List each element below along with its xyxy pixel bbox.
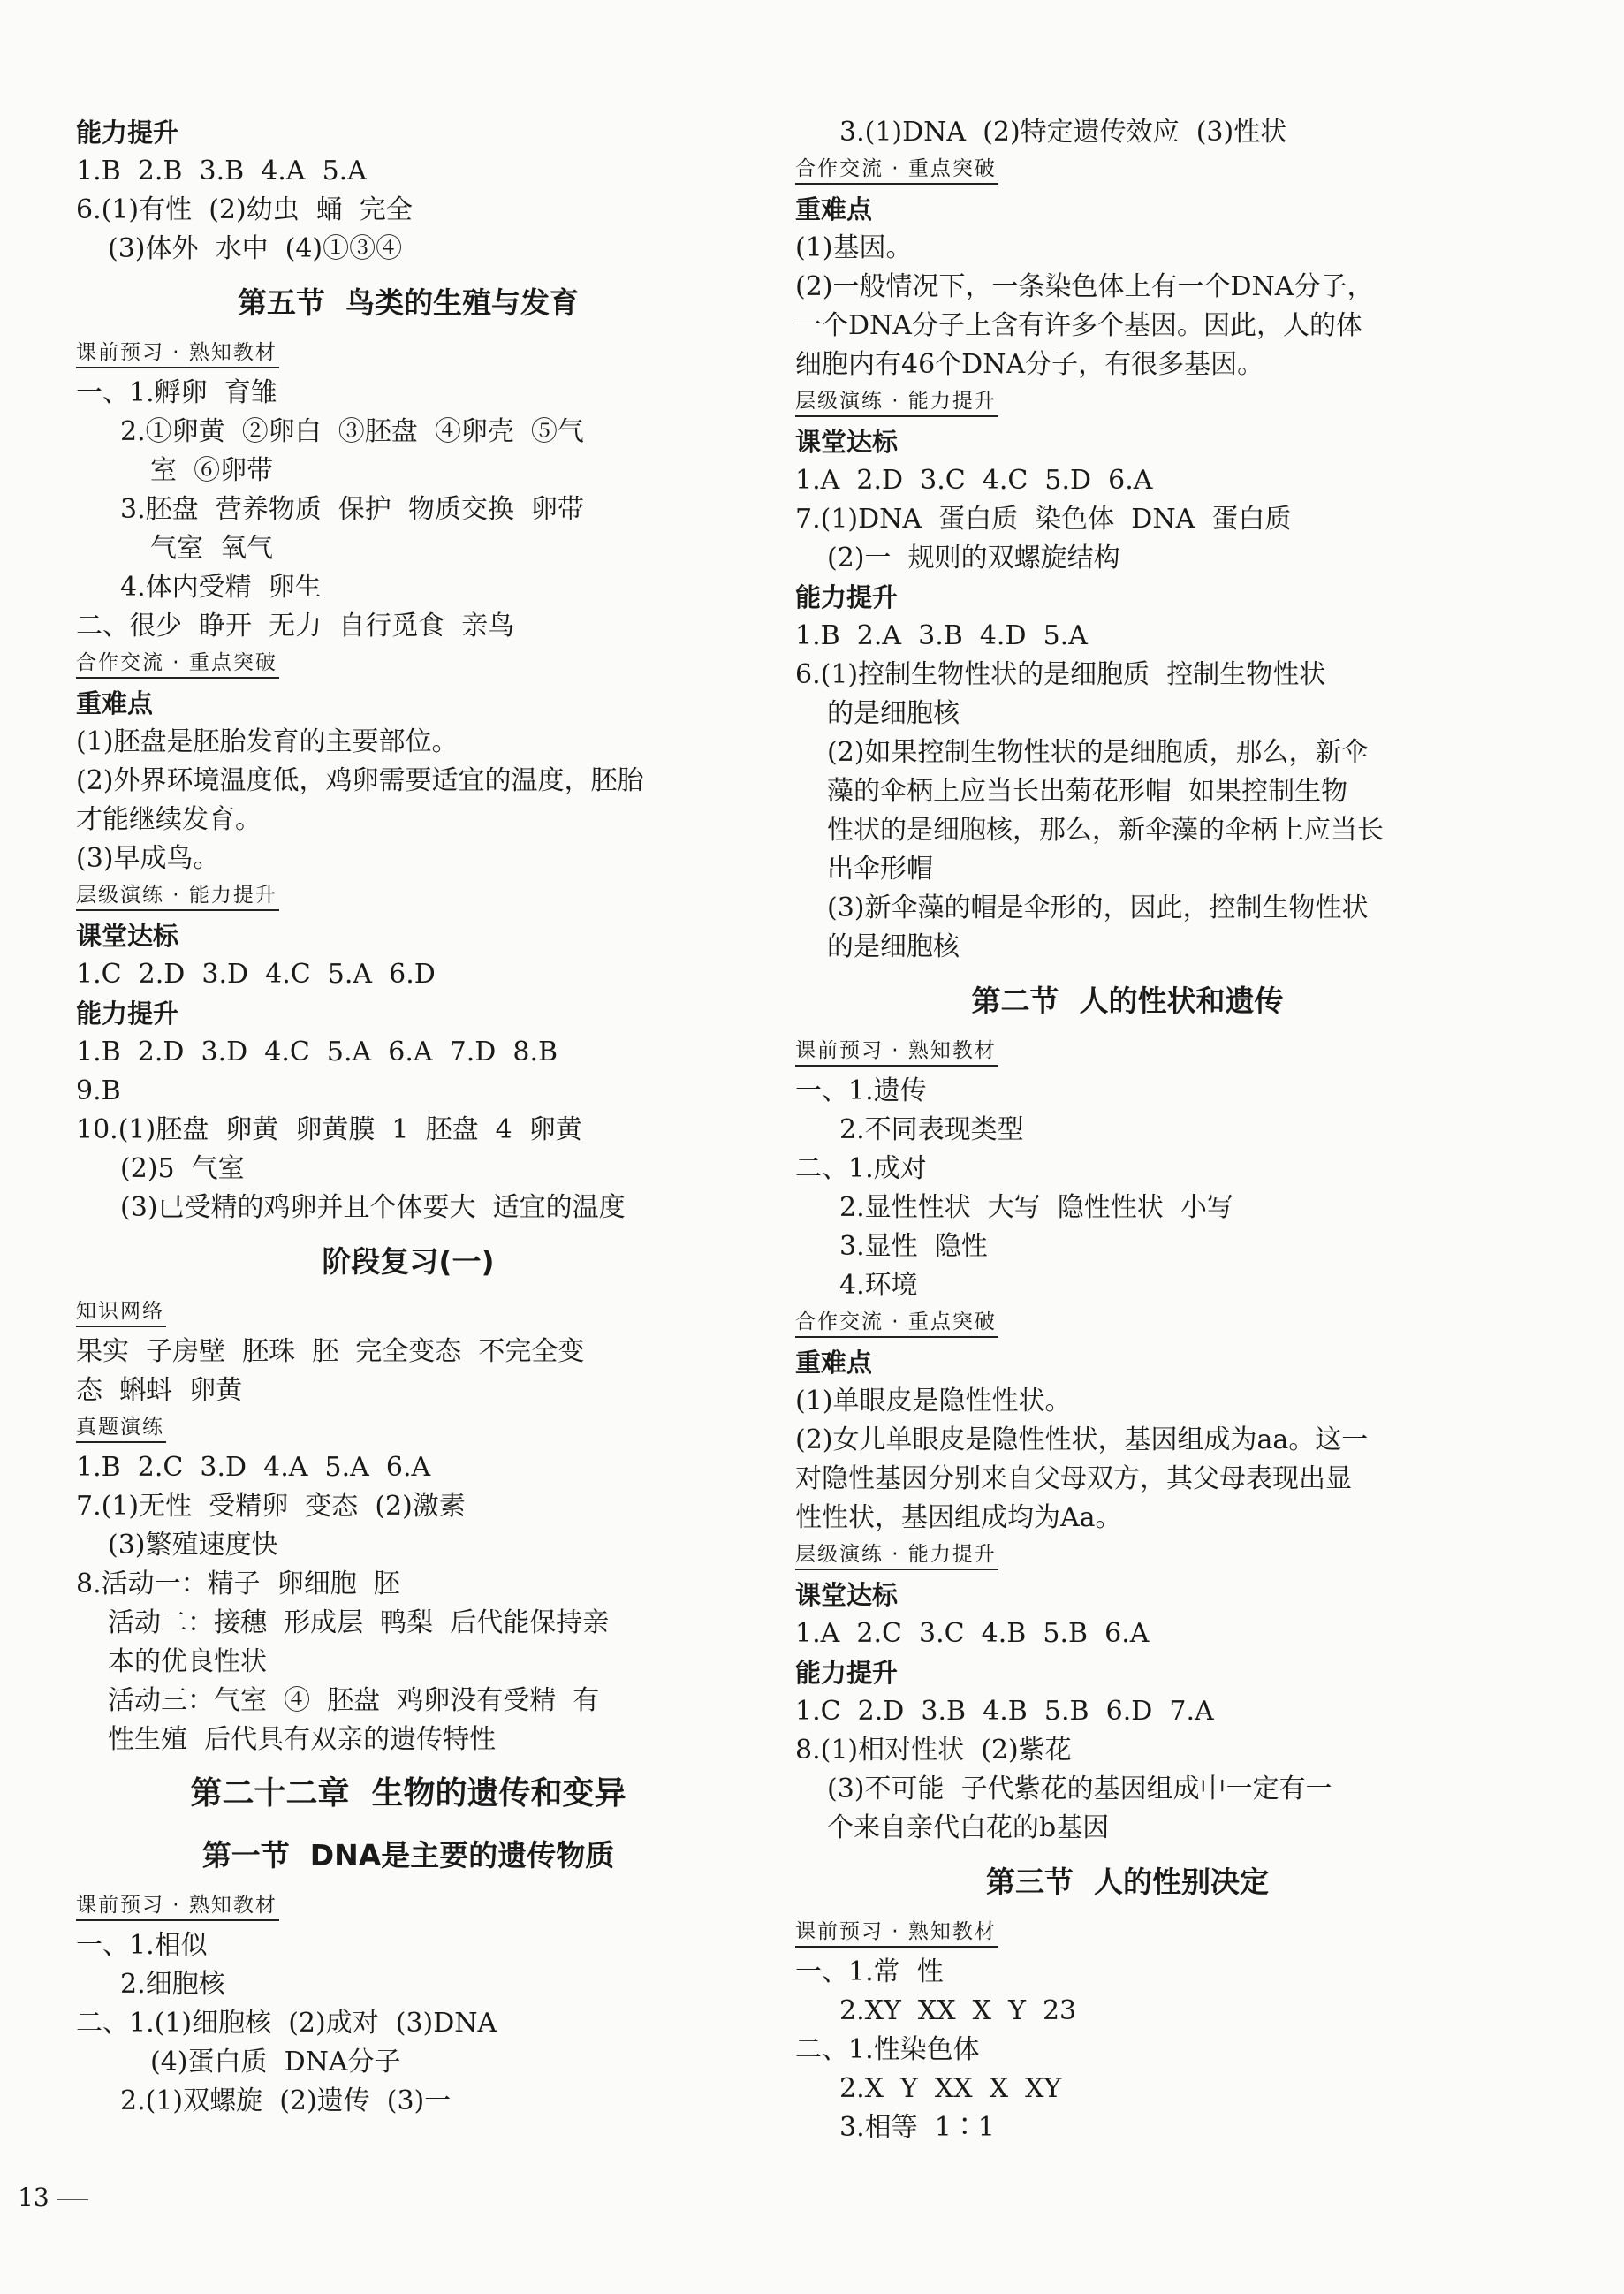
section-label: 合作交流 · 重点突破 xyxy=(795,1309,998,1338)
section-label-row xyxy=(76,336,740,374)
subsection-heading: 能力提升 xyxy=(795,1658,899,1688)
answer-line: 1.C 2.D 3.B 4.B 5.B 6.D 7.A xyxy=(795,1696,1214,1727)
left-column xyxy=(76,113,740,2121)
answer-line: (3)已受精的鸡卵并且个体要大 适宜的温度 xyxy=(120,1192,626,1223)
answer-line: (3)体外 水中 (4)①③④ xyxy=(108,233,403,264)
chapter-title: 第二十二章 生物的遗传和变异 xyxy=(190,1775,626,1812)
answer-line: 1.B 2.B 3.B 4.A 5.A xyxy=(76,156,367,186)
answer-line: 一、1.常 性 xyxy=(795,1956,944,1987)
answer-line: 二、很少 睁开 无力 自行觅食 亲鸟 xyxy=(76,611,515,642)
section-label-row xyxy=(76,646,740,684)
section-label-row xyxy=(76,878,740,916)
subsection-heading: 课堂达标 xyxy=(795,1580,899,1610)
section-label: 合作交流 · 重点突破 xyxy=(795,156,998,185)
page-number: 13 xyxy=(18,2183,49,2212)
subsection-heading: 能力提升 xyxy=(76,118,179,148)
section-label-row xyxy=(76,1410,740,1448)
answer-line: 2.①卵黄 ②卵白 ③胚盘 ④卵壳 ⑤气 xyxy=(120,416,584,447)
answer-line: 才能继续发育。 xyxy=(76,804,262,835)
section-label-row xyxy=(76,1295,740,1333)
answer-line: (3)早成鸟。 xyxy=(76,843,220,874)
answer-line: (3)繁殖速度快 xyxy=(108,1530,278,1561)
section-title: 第一节 DNA是主要的遗传物质 xyxy=(201,1838,615,1872)
section-label-row xyxy=(795,152,1460,190)
answer-line: 的是细胞核 xyxy=(827,931,960,962)
answer-line: 室 ⑥卵带 xyxy=(150,455,274,486)
answer-line: 3.胚盘 营养物质 保护 物质交换 卵带 xyxy=(120,494,584,525)
answer-line: 1.A 2.D 3.C 4.C 5.D 6.A xyxy=(795,465,1153,496)
answer-line: (2)5 气室 xyxy=(120,1153,245,1184)
subsection-heading: 课堂达标 xyxy=(76,921,179,951)
answer-line: 1.B 2.A 3.B 4.D 5.A xyxy=(795,620,1088,651)
answer-line: 本的优良性状 xyxy=(108,1646,267,1677)
answer-line: 二、1.(1)细胞核 (2)成对 (3)DNA xyxy=(76,2008,497,2039)
section-label: 层级演练 · 能力提升 xyxy=(795,1541,998,1570)
answer-line: 一、1.遗传 xyxy=(795,1075,927,1106)
answer-line: (1)基因。 xyxy=(795,232,913,263)
section-label: 合作交流 · 重点突破 xyxy=(76,649,279,679)
section-label: 真题演练 xyxy=(76,1414,166,1443)
section-label-row xyxy=(795,1034,1460,1072)
answer-line: 2.细胞核 xyxy=(120,1969,225,2000)
answer-line: 出伞形帽 xyxy=(827,854,933,885)
answer-line: 3.显性 隐性 xyxy=(839,1231,988,1262)
subsection-heading: 能力提升 xyxy=(795,582,899,612)
answer-line: (2)一 规则的双螺旋结构 xyxy=(827,543,1120,574)
answer-line: 态 蝌蚪 卵黄 xyxy=(76,1375,243,1406)
subsection-heading: 重难点 xyxy=(795,1348,873,1378)
section-title: 阶段复习(一) xyxy=(322,1244,495,1279)
section-label: 层级演练 · 能力提升 xyxy=(76,882,279,911)
answer-line: 个来自亲代白花的b基因 xyxy=(827,1812,1110,1843)
section-label-row xyxy=(795,1538,1460,1576)
answer-line: 1.C 2.D 3.D 4.C 5.A 6.D xyxy=(76,959,436,990)
section-label: 课前预习 · 熟知教材 xyxy=(795,1037,998,1067)
answer-line: (2)如果控制生物性状的是细胞质，那么，新伞 xyxy=(827,737,1369,768)
answer-line: 1.B 2.C 3.D 4.A 5.A 6.A xyxy=(76,1452,431,1483)
section-label-row xyxy=(795,384,1460,422)
answer-line: 7.(1)DNA 蛋白质 染色体 DNA 蛋白质 xyxy=(795,504,1292,535)
section-label-row xyxy=(795,1915,1460,1953)
subsection-heading: 能力提升 xyxy=(76,999,179,1029)
subsection-heading: 重难点 xyxy=(795,194,873,224)
answer-line: 的是细胞核 xyxy=(827,698,960,729)
answer-line: 2.不同表现类型 xyxy=(839,1114,1024,1145)
answer-line: 果实 子房壁 胚珠 胚 完全变态 不完全变 xyxy=(76,1336,585,1367)
answer-line: 4.体内受精 卵生 xyxy=(120,572,322,603)
answer-line: 2.X Y XX X XY xyxy=(839,2073,1062,2104)
answer-line: 2.显性性状 大写 隐性性状 小写 xyxy=(839,1192,1233,1223)
section-title: 第五节 鸟类的生殖与发育 xyxy=(238,285,579,320)
answer-line: 二、1.性染色体 xyxy=(795,2034,980,2065)
answer-line: 2.XY XX X Y 23 xyxy=(839,1995,1077,2026)
answer-line: 6.(1)有性 (2)幼虫 蛹 完全 xyxy=(76,194,413,225)
answer-line: 4.环境 xyxy=(839,1270,918,1301)
answer-line: 1.B 2.D 3.D 4.C 5.A 6.A 7.D 8.B xyxy=(76,1037,558,1067)
section-label: 层级演练 · 能力提升 xyxy=(795,388,998,417)
answer-line: 细胞内有46个DNA分子，有很多基因。 xyxy=(795,349,1264,380)
answer-line: 6.(1)控制生物性状的是细胞质 控制生物性状 xyxy=(795,659,1326,690)
page-number-dash xyxy=(57,2199,88,2200)
section-label-row xyxy=(795,1305,1460,1343)
answer-line: 3.相等 1∶1 xyxy=(839,2112,995,2143)
answer-line: 1.A 2.C 3.C 4.B 5.B 6.A xyxy=(795,1618,1150,1649)
answer-line: 活动三：气室 ④ 胚盘 鸡卵没有受精 有 xyxy=(108,1685,600,1716)
answer-line: (1)单眼皮是隐性性状。 xyxy=(795,1386,1072,1417)
answer-line: 一个DNA分子上含有许多个基因。因此，人的体 xyxy=(795,310,1362,341)
answer-line: (1)胚盘是胚胎发育的主要部位。 xyxy=(76,726,459,757)
answer-line: 3.(1)DNA (2)特定遗传效应 (3)性状 xyxy=(839,117,1287,148)
answer-line: 活动二：接穗 形成层 鸭梨 后代能保持亲 xyxy=(108,1607,610,1638)
answer-line: 7.(1)无性 受精卵 变态 (2)激素 xyxy=(76,1491,466,1522)
answer-line: 藻的伞柄上应当长出菊花形帽 如果控制生物 xyxy=(827,776,1348,807)
answer-line: 8.活动一：精子 卵细胞 胚 xyxy=(76,1569,400,1599)
section-label: 课前预习 · 熟知教材 xyxy=(76,1892,279,1921)
section-title: 第三节 人的性别决定 xyxy=(986,1865,1269,1899)
answer-line: 对隐性基因分别来自父母双方，其父母表现出显 xyxy=(795,1463,1352,1494)
subsection-heading: 重难点 xyxy=(76,688,154,718)
section-title: 第二节 人的性状和遗传 xyxy=(971,984,1284,1018)
subsection-heading: 课堂达标 xyxy=(795,427,899,457)
answer-line: (2)一般情况下，一条染色体上有一个DNA分子， xyxy=(795,271,1374,302)
answer-line: 性状的是细胞核，那么，新伞藻的伞柄上应当长 xyxy=(827,815,1384,846)
answer-line: 性性状，基因组成均为Aa。 xyxy=(795,1502,1122,1533)
answer-line: 二、1.成对 xyxy=(795,1153,927,1184)
answer-line: 气室 氧气 xyxy=(150,533,274,564)
section-label-row xyxy=(76,1888,740,1926)
answer-line: (3)不可能 子代紫花的基因组成中一定有一 xyxy=(827,1774,1332,1804)
answer-line: (2)外界环境温度低，鸡卵需要适宜的温度，胚胎 xyxy=(76,765,644,796)
answer-line: 性生殖 后代具有双亲的遗传特性 xyxy=(108,1724,497,1755)
answer-line: (4)蛋白质 DNA分子 xyxy=(150,2047,401,2078)
section-label: 课前预习 · 熟知教材 xyxy=(76,339,279,368)
answer-line: (3)新伞藻的帽是伞形的，因此，控制生物性状 xyxy=(827,893,1369,923)
answer-line: 10.(1)胚盘 卵黄 卵黄膜 1 胚盘 4 卵黄 xyxy=(76,1114,582,1145)
right-column xyxy=(795,113,1460,2147)
section-label: 知识网络 xyxy=(76,1298,166,1327)
section-label: 课前预习 · 熟知教材 xyxy=(795,1918,998,1948)
answer-line: (2)女儿单眼皮是隐性性状，基因组成为aa。这一 xyxy=(795,1424,1369,1455)
answer-line: 一、1.孵卵 育雏 xyxy=(76,377,277,408)
answer-line: 9.B xyxy=(76,1075,121,1106)
answer-line: 8.(1)相对性状 (2)紫花 xyxy=(795,1735,1072,1766)
answer-line: 一、1.相似 xyxy=(76,1930,208,1961)
answer-line: 2.(1)双螺旋 (2)遗传 (3)一 xyxy=(120,2085,452,2116)
